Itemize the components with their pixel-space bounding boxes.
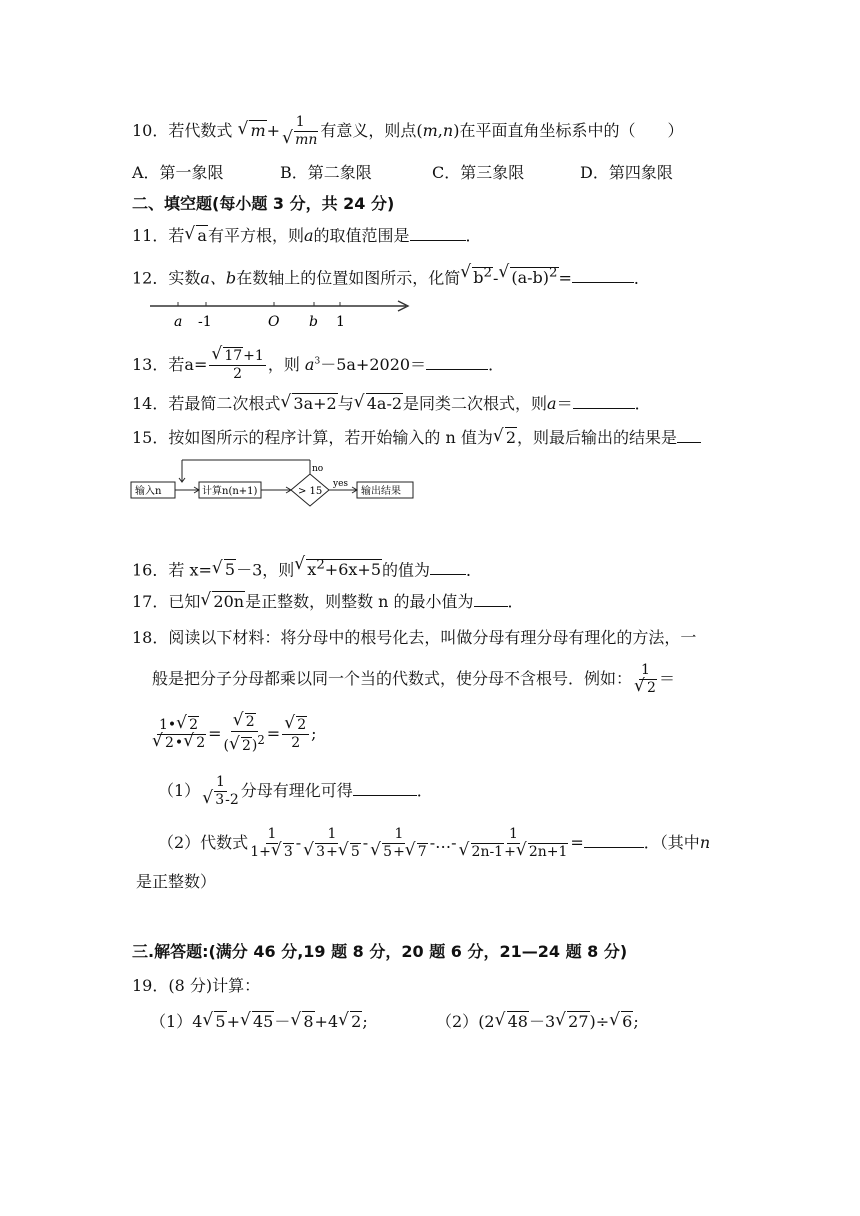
q18-example: 1•√ 2 √ 2•√ 2 = √ $\frac{2}{(√ 2)^2}$ = √ $\frac{2}{2}$ ; (150, 714, 317, 755)
number-line (148, 296, 418, 332)
answer-blank[interactable] (353, 779, 417, 796)
axis-label-a: a (174, 314, 183, 330)
flow-output: 输出结果 (361, 486, 401, 497)
q18-part1: （1） 1 √ 3-2 分母有理化可得 ． (158, 774, 433, 809)
fraction: 1 √ 2n-1+√ 2n+1 (459, 826, 569, 861)
sqrt-5: √ 5 (212, 558, 236, 582)
axis-label-o: O (268, 314, 280, 330)
sqrt-a: √ a (184, 224, 208, 248)
fraction: $\frac{1}{1+√ 3}$ (250, 826, 294, 861)
fraction: 1 √ 3-2 (202, 774, 239, 809)
q16-line: 16．若 x=√ 5－3，则√ $x^2+6x+5$的值为 ． (132, 554, 482, 582)
q14-line: 14．若最简二次根式√ 3a+2与√ 4a-2是同类二次根式，则a＝ ． (132, 392, 651, 416)
q18-part2: （2）代数式 $\frac{1}{1+√ 3}$ - 1 √ 3+√ 5 - 1 √ 5+√ 7 -…- 1 √ 2n-1+√ 2n+1 = ．（其中n (158, 826, 710, 861)
answer-blank[interactable] (410, 224, 466, 241)
sqrt-2: √ 2 (493, 426, 517, 450)
q13-line: 13．若a= √ $\frac{17+1}{2}$ ，则 $a^3-5a+2020=$ ． (132, 348, 504, 383)
fraction: 1 √ 3+√ 5 (303, 826, 361, 861)
q18-line1: 18．阅读以下材料：将分母中的根号化去，叫做分母有理分母有理化的方法，一 (132, 628, 697, 647)
sqrt-4a2: √ 4a-2 (354, 392, 403, 416)
fraction: 1 √ mn (282, 114, 318, 149)
fraction: √ $\frac{2}{(√ 2)^2}$ (224, 714, 265, 755)
q18-last: 是正整数） (136, 872, 217, 891)
option-d[interactable]: D．第四象限 (580, 163, 673, 182)
option-b[interactable]: B．第二象限 (280, 163, 372, 182)
fraction: √ $\frac{17+1}{2}$ (209, 348, 265, 383)
fraction: 1•√ 2 √ 2•√ 2 (152, 717, 206, 752)
axis-label-1: 1 (336, 314, 345, 330)
option-c[interactable]: C．第三象限 (432, 163, 525, 182)
sqrt-ab2: √ $(a-b)^2$ (498, 262, 558, 290)
sqrt-m: √ m (237, 119, 266, 143)
option-a[interactable]: A．第一象限 (132, 163, 224, 182)
answer-blank[interactable] (474, 590, 508, 607)
fraction: √ $\frac{2}{2}$ (282, 717, 309, 752)
answer-blank[interactable] (426, 353, 488, 370)
q11-line: 11．若√ a有平方根，则a的取值范围是 ． (132, 224, 482, 248)
flow-no: no (312, 464, 324, 474)
sqrt-20n: √ 20n (200, 590, 245, 614)
question-number: 10． (132, 121, 169, 140)
q15-line: 15．按如图所示的程序计算，若开始输入的 n 值为√ 2，则最后输出的结果是 (132, 426, 701, 450)
answer-blank[interactable] (584, 831, 644, 848)
q18-line2: 般是把分子分母都乘以同一个当的代数式，使分母不含根号．例如： 1 √ 2 ＝ (152, 662, 675, 697)
section-heading: 三.解答题:(满分 46 分,19 题 8 分，20 题 6 分，21—24 题 8 分) (132, 942, 628, 961)
sqrt-quadratic: √ $x^2+6x+5$ (294, 554, 382, 582)
axis-label-neg1: -1 (198, 314, 212, 330)
q12-line: 12．实数a、b在数轴上的位置如图所示，化简√ $b^2-√$ $(a-b)^2=$ ． (132, 262, 650, 290)
q19-part1: （1）4√ 5+√ 45－√ 8+4√ 2; (150, 1010, 368, 1034)
q10-line: 10．若代数式 √ m+ 1 √ mn 有意义，则点(m,n)在平面直角坐标系中的（ ） (132, 114, 683, 149)
answer-blank[interactable] (430, 558, 466, 575)
section-heading: 二、填空题(每小题 3 分，共 24 分) (132, 194, 395, 213)
flow-calc: 计算n(n+1) (202, 486, 258, 497)
q17-line: 17．已知√ 20n是正整数，则整数 n 的最小值为 ． (132, 590, 524, 614)
flow-condition: > 15 (298, 486, 323, 497)
answer-blank[interactable] (573, 392, 635, 409)
axis-label-b: b (309, 314, 318, 330)
q19-line: 19．(8 分)计算： (132, 976, 261, 995)
sqrt-b2: √ $b^2$ (460, 262, 493, 290)
answer-blank[interactable] (572, 266, 634, 283)
fraction: 1 √ 5+√ 7 (370, 826, 428, 861)
answer-blank[interactable] (677, 426, 701, 443)
flow-input: 输入n (135, 486, 162, 497)
fraction: 1 √ 2 (634, 662, 657, 697)
program-flowchart (130, 458, 420, 510)
flow-yes: yes (333, 479, 349, 489)
q19-part2: （2）(2√ 48－3√ 27)÷√ 6; (436, 1010, 639, 1034)
sqrt-3a2: √ 3a+2 (280, 392, 337, 416)
